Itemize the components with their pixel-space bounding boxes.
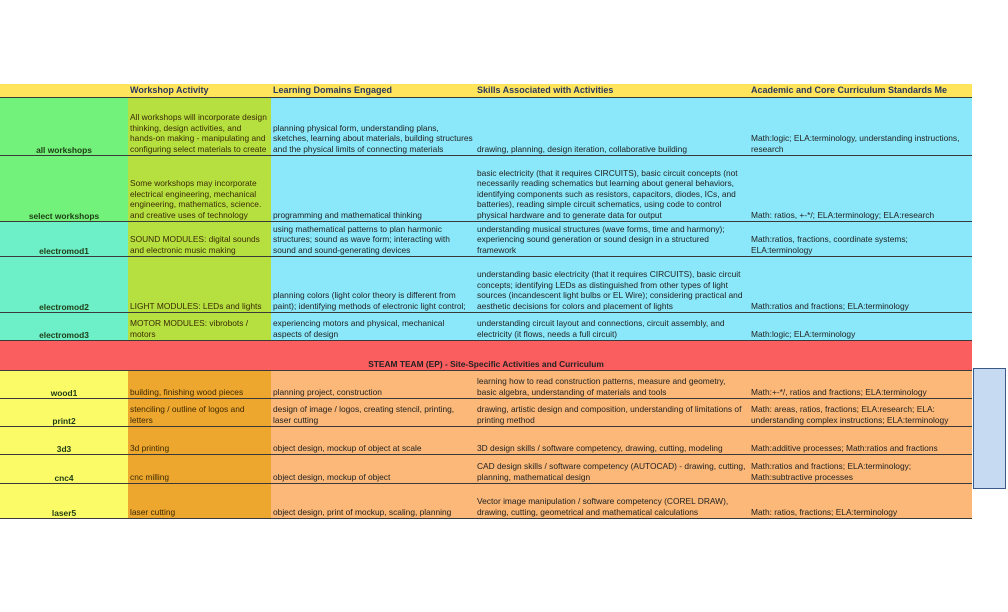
- standards-cell[interactable]: Math: areas, ratios, fractions; ELA:research; ELA: understanding complex instructions; ELA:terminology: [749, 399, 972, 427]
- standards-cell[interactable]: Math:ratios, fractions, coordinate systems; ELA:terminology: [749, 222, 972, 257]
- header-cell-activity[interactable]: Workshop Activity: [128, 84, 271, 98]
- standards-cell[interactable]: Math:ratios and fractions; ELA:terminology; Math:subtractive processes: [749, 455, 972, 484]
- row-name-cell[interactable]: print2: [0, 399, 128, 427]
- domains-cell[interactable]: programming and mathematical thinking: [271, 156, 475, 222]
- skills-cell[interactable]: understanding musical structures (wave forms, time and harmony); experiencing sound generation or sound design in a structured framework: [475, 222, 749, 257]
- row-name-cell[interactable]: laser5: [0, 484, 128, 519]
- header-cell-domains[interactable]: Learning Domains Engaged: [271, 84, 475, 98]
- table-row: [0, 98, 972, 156]
- domains-cell[interactable]: object design, print of mockup, scaling, planning: [271, 484, 475, 519]
- skills-cell[interactable]: drawing, planning, design iteration, collaborative building: [475, 98, 749, 156]
- row-name-cell[interactable]: select workshops: [0, 156, 128, 222]
- section-banner-row: [0, 341, 972, 371]
- table-row: [0, 313, 972, 341]
- table-row: [0, 484, 972, 519]
- standards-cell[interactable]: Math:logic; ELA:terminology: [749, 313, 972, 341]
- skills-cell[interactable]: 3D design skills / software competency, drawing, cutting, modeling: [475, 427, 749, 455]
- table-row: [0, 257, 972, 313]
- activity-cell[interactable]: building, finishing wood pieces: [128, 371, 271, 399]
- standards-cell[interactable]: Math: ratios, fractions; ELA:terminology: [749, 484, 972, 519]
- domains-cell[interactable]: planning physical form, understanding plans, sketches, learning about materials, building structures and the physical limits of connecting materials: [271, 98, 475, 156]
- domains-cell[interactable]: using mathematical patterns to plan harmonic structures; sound as wave form; interacting with sound and sound-generating devices: [271, 222, 475, 257]
- standards-cell[interactable]: Math: ratios, +-*/; ELA:terminology; ELA:research: [749, 156, 972, 222]
- activity-cell[interactable]: LIGHT MODULES: LEDs and lights: [128, 257, 271, 313]
- standards-cell[interactable]: Math:+-*/, ratios and fractions; ELA:terminology: [749, 371, 972, 399]
- table-row: [0, 156, 972, 222]
- skills-cell[interactable]: Vector image manipulation / software competency (COREL DRAW), drawing, cutting, geometrical and mathematical calculations: [475, 484, 749, 519]
- row-name-cell[interactable]: electromod2: [0, 257, 128, 313]
- selected-shape-box[interactable]: [973, 368, 1006, 489]
- table-row: [0, 399, 972, 427]
- row-name-cell[interactable]: electromod3: [0, 313, 128, 341]
- row-name-cell[interactable]: 3d3: [0, 427, 128, 455]
- standards-cell[interactable]: Math:logic; ELA:terminology, understanding instructions, research: [749, 98, 972, 156]
- skills-cell[interactable]: drawing, artistic design and composition, understanding of limitations of printing method: [475, 399, 749, 427]
- curriculum-spreadsheet: [0, 84, 972, 519]
- activity-cell[interactable]: Some workshops may incorporate electrical engineering, mechanical engineering, mathematics, science. and creative uses of technology: [128, 156, 271, 222]
- domains-cell[interactable]: object design, mockup of object at scale: [271, 427, 475, 455]
- activity-cell[interactable]: SOUND MODULES: digital sounds and electronic music making: [128, 222, 271, 257]
- table-row: [0, 455, 972, 484]
- header-row: [0, 84, 972, 98]
- standards-cell[interactable]: Math:ratios and fractions; ELA:terminology: [749, 257, 972, 313]
- activity-cell[interactable]: laser cutting: [128, 484, 271, 519]
- domains-cell[interactable]: planning project, construction: [271, 371, 475, 399]
- domains-cell[interactable]: experiencing motors and physical, mechanical aspects of design: [271, 313, 475, 341]
- standards-cell[interactable]: Math:additive processes; Math:ratios and fractions: [749, 427, 972, 455]
- activity-cell[interactable]: MOTOR MODULES: vibrobots / motors: [128, 313, 271, 341]
- row-name-cell[interactable]: electromod1: [0, 222, 128, 257]
- table-row: [0, 371, 972, 399]
- skills-cell[interactable]: understanding circuit layout and connections, circuit assembly, and electricity (it flows, needs a full circuit): [475, 313, 749, 341]
- skills-cell[interactable]: basic electricity (that it requires CIRCUITS), basic circuit concepts (not necessarily reading schematics but learning about general behaviors, identifying components such as resistors, capacitors, diodes, ICs, and batteries), reading simple circuit schematics, using code to control physical hardware and to generate data for output: [475, 156, 749, 222]
- domains-cell[interactable]: design of image / logos, creating stencil, printing, laser cutting: [271, 399, 475, 427]
- table-row: [0, 222, 972, 257]
- table-row: [0, 427, 972, 455]
- header-cell-name[interactable]: [0, 84, 128, 98]
- activity-cell[interactable]: 3d printing: [128, 427, 271, 455]
- skills-cell[interactable]: understanding basic electricity (that it requires CIRCUITS), basic circuit concepts; identifying LEDs as distinguished from other types of light sources (incandescent light bulbs or EL Wire); considering practical and aesthetic decisions for colors and placement of lights: [475, 257, 749, 313]
- row-name-cell[interactable]: cnc4: [0, 455, 128, 484]
- header-cell-standards[interactable]: Academic and Core Curriculum Standards Me: [749, 84, 972, 98]
- row-name-cell[interactable]: all workshops: [0, 98, 128, 156]
- skills-cell[interactable]: learning how to read construction patterns, measure and geometry, basic algebra, understanding of materials and tools: [475, 371, 749, 399]
- domains-cell[interactable]: object design, mockup of object: [271, 455, 475, 484]
- domains-cell[interactable]: planning colors (light color theory is different from paint); identifying methods of electronic light control;: [271, 257, 475, 313]
- header-cell-skills[interactable]: Skills Associated with Activities: [475, 84, 749, 98]
- row-name-cell[interactable]: wood1: [0, 371, 128, 399]
- activity-cell[interactable]: stenciling / outline of logos and letters: [128, 399, 271, 427]
- activity-cell[interactable]: cnc milling: [128, 455, 271, 484]
- section-banner[interactable]: STEAM TEAM (EP) - Site-Specific Activities and Curriculum: [0, 341, 972, 371]
- skills-cell[interactable]: CAD design skills / software competency (AUTOCAD) - drawing, cutting, planning, mathematical design: [475, 455, 749, 484]
- activity-cell[interactable]: All workshops will incorporate design thinking, design activities, and hands-on making - manipulating and configuring select materials to create: [128, 98, 271, 156]
